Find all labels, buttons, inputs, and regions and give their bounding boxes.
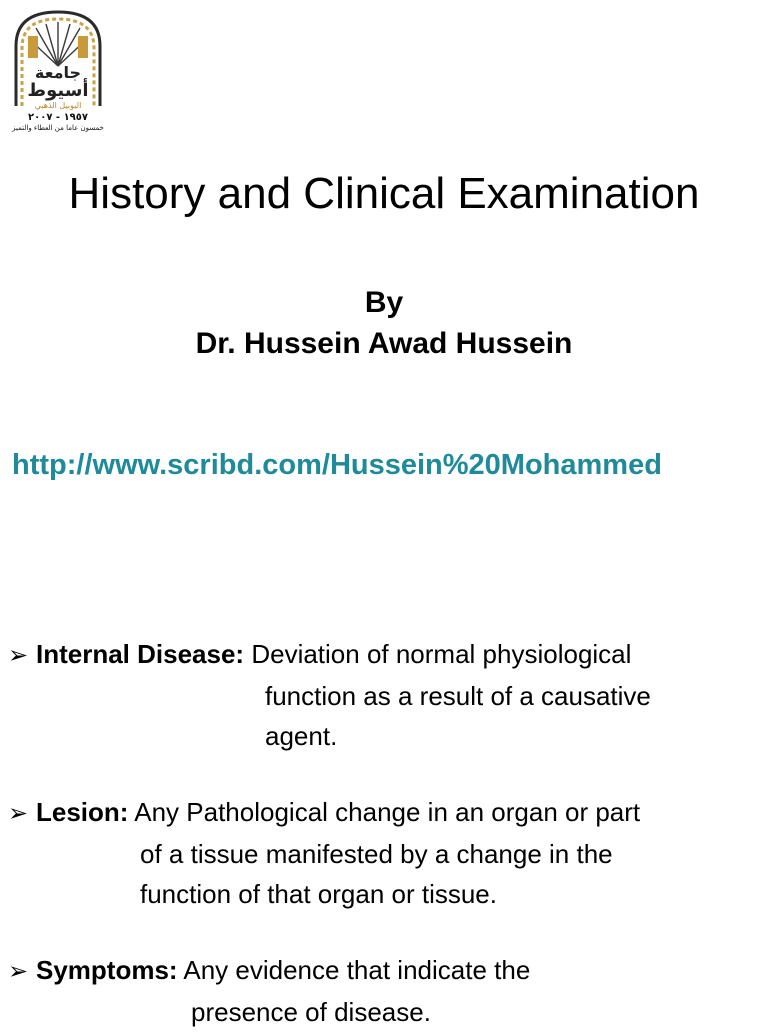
author-name: Dr. Hussein Awad Hussein	[195, 327, 573, 360]
definition-term: Internal Disease:	[36, 639, 245, 669]
svg-text:أسيوط: أسيوط	[27, 80, 89, 101]
definition-term: Lesion:	[36, 797, 129, 827]
logo-emblem-icon	[8, 6, 108, 132]
definition-text: Any Pathological change in an organ or part	[134, 797, 641, 827]
definition-text: function as a result of a causative	[265, 681, 651, 711]
svg-text:جامعة: جامعة	[34, 63, 82, 82]
definition-text: function of that organ or tissue.	[140, 879, 497, 909]
by-label: By	[364, 286, 404, 319]
definition-text: Deviation of normal physiological	[251, 639, 632, 669]
definition-text: presence of disease.	[191, 997, 431, 1027]
arrow-bullet-icon: ➢	[8, 800, 29, 827]
definition-text: of a tissue manifested by a change in the	[140, 839, 613, 869]
arrow-bullet-icon: ➢	[8, 958, 29, 985]
definition-lesion	[8, 792, 640, 914]
svg-text:خمسون عاما من العطاء والتميز: خمسون عاما من العطاء والتميز	[12, 124, 104, 132]
page-title: History and Clinical Examination	[68, 169, 700, 218]
arrow-bullet-icon: ➢	[8, 642, 29, 669]
svg-text:اليوبيل الذهبي: اليوبيل الذهبي	[34, 101, 82, 110]
definition-term: Symptoms:	[36, 955, 178, 985]
definition-text: agent.	[265, 721, 338, 751]
definition-symptoms	[8, 950, 530, 1032]
definition-internal-disease	[8, 634, 651, 756]
byline	[0, 282, 768, 364]
university-logo	[8, 6, 108, 132]
scribd-link[interactable]: http://www.scribd.com/Hussein%20Mohammed	[12, 449, 662, 481]
definition-text: Any evidence that indicate the	[183, 955, 531, 985]
svg-text:١٩٥٧ - ٢٠٠٧: ١٩٥٧ - ٢٠٠٧	[28, 112, 88, 123]
